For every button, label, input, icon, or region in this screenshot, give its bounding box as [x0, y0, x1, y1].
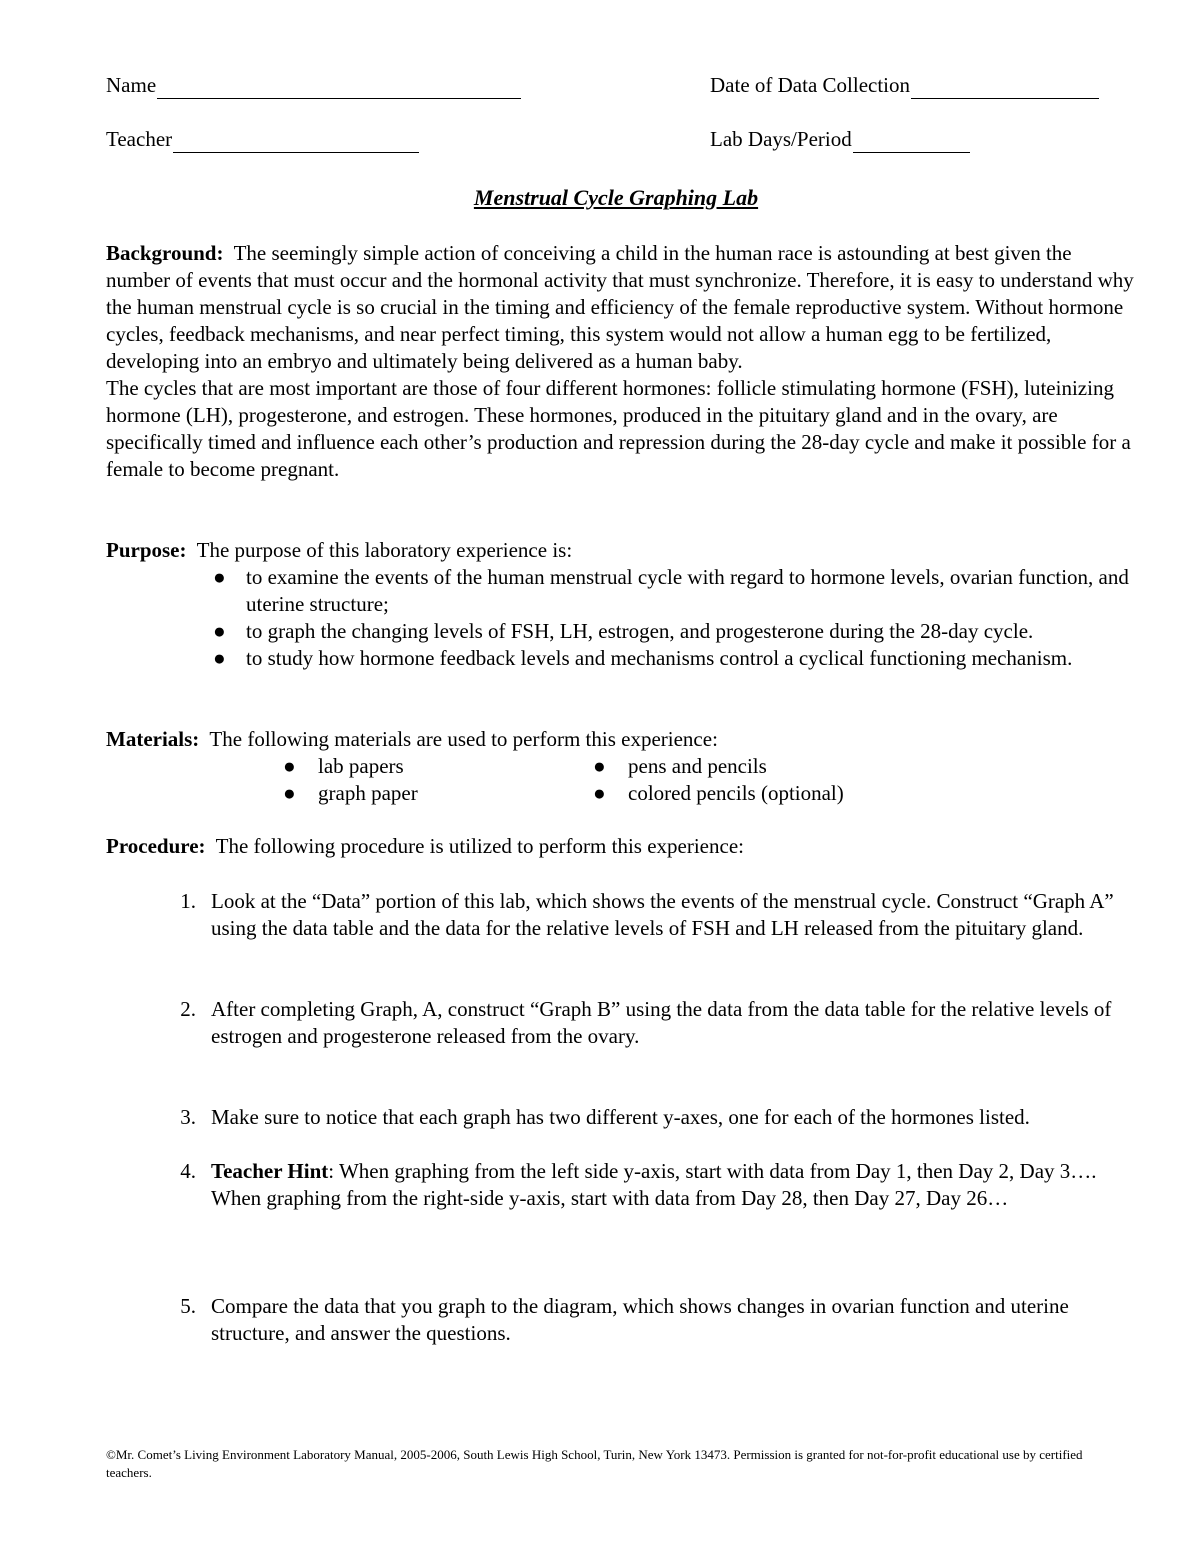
list-item	[106, 618, 1136, 645]
step-text	[176, 1158, 1136, 1212]
procedure-intro: The following procedure is utilized to perform this experience:	[215, 834, 744, 858]
teacher-field[interactable]	[106, 126, 419, 153]
purpose-intro: The purpose of this laboratory experience is:	[196, 538, 573, 562]
labdays-blank[interactable]	[853, 132, 970, 153]
bullet-icon: ●	[213, 565, 226, 589]
date-blank[interactable]	[911, 78, 1099, 99]
background-section	[106, 240, 1136, 483]
procedure-step	[176, 1104, 1136, 1131]
step-text: After completing Graph, A, construct “Graph B” using the data from the data table for the relative levels of estrogen and progesterone released from the ovary.	[211, 997, 1112, 1048]
date-field[interactable]	[710, 72, 1099, 99]
date-label: Date of Data Collection	[710, 73, 911, 97]
copyright-footer: ©Mr. Comet’s Living Environment Laboratory Manual, 2005-2006, South Lewis High School, Turin, New York 13473. Permission is granted for not-for-profit educational use by certified teachers.	[106, 1447, 1083, 1480]
procedure-step	[176, 1293, 1136, 1347]
step-text: Look at the “Data” portion of this lab, which shows the events of the menstrual cycle. Construct “Graph A” using the data table and the data for the relative levels of FSH and LH released from the pituitary gland.	[211, 889, 1114, 940]
page-title: Menstrual Cycle Graphing Lab	[473, 185, 759, 210]
labdays-field[interactable]	[710, 126, 970, 153]
purpose-label: Purpose:	[106, 538, 187, 562]
background-text-1: The seemingly simple action of conceiving a child in the human race is astounding at best given the number of events that must occur and the hormonal activity that must synchronize. Therefore, it is easy to understand why the human menstrual cycle is so crucial in the timing and efficiency of the female reproductive system. Without hormone cycles, feedback mechanisms, and near perfect timing, this system would not allow a human egg to be fertilized, developing into an embryo and ultimately being delivered as a human baby.	[106, 241, 1134, 373]
bullet-icon: ●	[213, 646, 226, 670]
materials-list	[106, 753, 1136, 807]
teacher-hint-text: : When graphing from the left side y-axis, start with data from Day 1, then Day 2, Day 3…. When graphing from the right-side y-axis, start with data from Day 28, then Day 27, Day 26…	[211, 1159, 1097, 1210]
step-number: 5.	[180, 1294, 196, 1318]
bullet-icon: ●	[283, 754, 296, 778]
name-label: Name	[106, 73, 157, 97]
step-number: 4.	[180, 1159, 196, 1183]
step-number: 2.	[180, 997, 196, 1021]
purpose-item-text: to study how hormone feedback levels and mechanisms control a cyclical functioning mechanism.	[246, 646, 1073, 670]
material-text: pens and pencils	[628, 754, 767, 778]
background-text-2: The cycles that are most important are those of four different hormones: follicle stimulating hormone (FSH), luteinizing hormone (LH), progesterone, and estrogen. These hormones, produced in the pituitary gland and in the ovary, are specifically timed and influence each other’s production and repression during the 28-day cycle and make it possible for a female to become pregnant.	[106, 376, 1131, 481]
bullet-icon: ●	[593, 781, 606, 805]
step-text: Make sure to notice that each graph has two different y-axes, one for each of the hormones listed.	[211, 1105, 1030, 1129]
header-row-1	[106, 72, 1136, 102]
background-para-1	[106, 240, 1136, 375]
procedure-label: Procedure:	[106, 834, 206, 858]
header-row-2	[106, 126, 1136, 156]
list-item	[106, 564, 1136, 618]
material-text: colored pencils (optional)	[628, 781, 844, 805]
step-number: 1.	[180, 889, 196, 913]
purpose-section	[106, 537, 1136, 672]
material-text: graph paper	[318, 781, 418, 805]
bullet-icon: ●	[283, 781, 296, 805]
teacher-hint-label: Teacher Hint	[211, 1159, 329, 1183]
procedure-step	[176, 888, 1136, 942]
procedure-step	[176, 996, 1136, 1050]
labdays-label: Lab Days/Period	[710, 127, 852, 151]
bullet-icon: ●	[213, 619, 226, 643]
materials-intro-line	[106, 726, 1136, 753]
materials-label: Materials:	[106, 727, 200, 751]
name-blank[interactable]	[157, 78, 521, 99]
step-number: 3.	[180, 1105, 196, 1129]
background-label: Background:	[106, 241, 224, 265]
procedure-intro-line	[106, 833, 1136, 860]
bullet-icon: ●	[593, 754, 606, 778]
procedure-step	[176, 1158, 1136, 1212]
materials-section	[106, 726, 1136, 807]
teacher-blank[interactable]	[173, 132, 419, 153]
purpose-item-text: to examine the events of the human menstrual cycle with regard to hormone levels, ovarian function, and uterine structure;	[246, 565, 1129, 616]
name-field[interactable]	[106, 72, 521, 99]
purpose-item-text: to graph the changing levels of FSH, LH, estrogen, and progesterone during the 28-day cycle.	[246, 619, 1034, 643]
purpose-list	[106, 564, 1136, 672]
material-text: lab papers	[318, 754, 404, 778]
list-item	[106, 645, 1136, 672]
materials-intro: The following materials are used to perform this experience:	[209, 727, 718, 751]
purpose-intro-line	[106, 537, 1136, 564]
teacher-label: Teacher	[106, 127, 173, 151]
procedure-section	[106, 833, 1136, 1353]
step-text: Compare the data that you graph to the diagram, which shows changes in ovarian function and uterine structure, and answer the questions.	[211, 1294, 1069, 1345]
